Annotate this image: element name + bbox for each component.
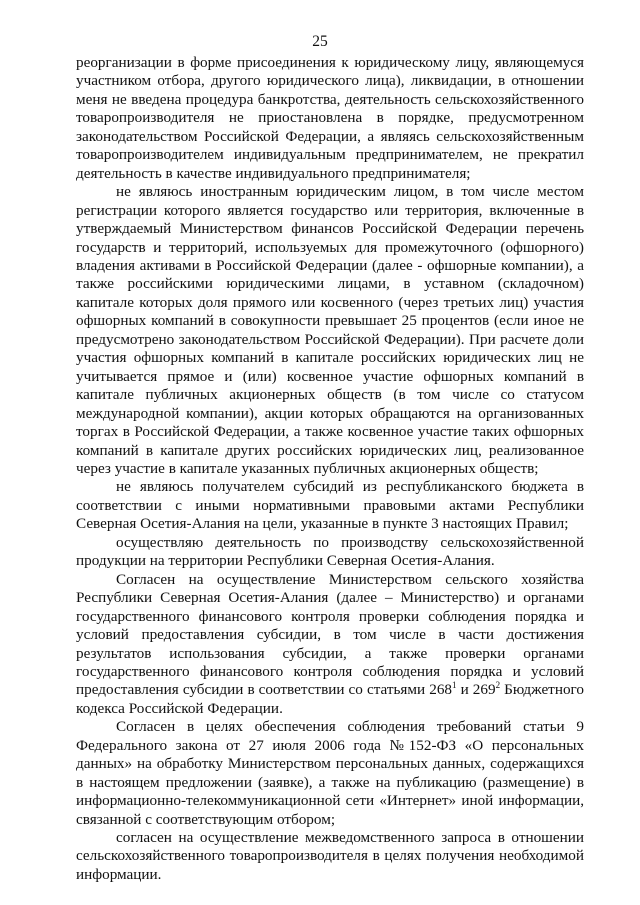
consent-inspection-text-middle: и 269 [456,681,496,699]
paragraph-agricultural-production: осуществляю деятельность по производству сельскохозяйственной продукции на территории Республики Северная Осетия-Алания. [76,533,584,570]
paragraph-consent-inspection [76,571,584,719]
consent-inspection-text-start: Согласен на осуществление Министерством сельского хозяйства Республики Северная Осетия-Алания (далее – Министерство) и органами государственного финансового контроля проверки соблюдения порядка и условий предоставления субсидии, в том числе в части достижения результатов использования субсидии, а также проверки органами государственного финансового контроля соблюдения порядка и условий предоставления субсидии в соответствии со статьями 268 [76,570,584,699]
consent-inspection-text-end: Бюджетного кодекса Российской Федерации. [76,681,584,717]
paragraph-not-subsidy-recipient: не являюсь получателем субсидий из республиканского бюджета в соответствии с иными нормативными правовыми актами Республики Северная Осетия-Алания на цели, указанные в пункте 3 настоящих Правил; [76,478,584,533]
superscript-article-268: 1 [452,680,457,691]
paragraph-not-foreign-entity: не являюсь иностранным юридическим лицом, в том числе местом регистрации которого является государство или территория, включенные в утверждаемый Министерством финансов Российской Федерации перечень государств и территорий, используемых для промежуточного (офшорного) владения активами в Российской Федерации (далее - офшорные компании), а также российскими юридическими лицами, в уставном (складочном) капитале которых доля прямого или косвенного (через третьих лиц) участия офшорных компаний в совокупности превышает 25 процентов (если иное не предусмотрено законодательством Российской Федерации). При расчете доли участия офшорных компаний в капитале российских юридических лиц не учитывается прямое и (или) косвенное участие офшорных компаний в капитале публичных акционерных обществ (в том числе со статусом международной компании), акции которых обращаются на организованных торгах в Российской Федерации, а также косвенное участие таких офшорных компаний в капитале других российских юридических лиц, реализованное через участие в капитале указанных публичных акционерных обществ; [76,183,584,477]
paragraph-consent-personal-data: Согласен в целях обеспечения соблюдения требований статьи 9 Федерального закона от 27 июля 2006 года №152-ФЗ «О персональных данных» на обработку Министерством персональных данных, содержащихся в настоящем предложении (заявке), а также на публикацию (размещение) в информационно-телекоммуникационной сети «Интернет» иной информации, связанной с соответствующим отбором; [76,718,584,828]
paragraph-consent-interagency-request: согласен на осуществление межведомственного запроса в отношении сельскохозяйственного товаропроизводителя в целях получения необходимой информации. [76,829,584,883]
document-body [76,54,584,884]
page-number: 25 [312,33,328,50]
superscript-article-269: 2 [495,680,501,691]
paragraph-reorganization: реорганизации в форме присоединения к юридическому лицу, являющемуся участником отбора, другого юридического лица), ликвидации, в отношении меня не введена процедура банкротства, деятельность сельскохозяйственного товаропроизводителя не приостановлена в порядке, предусмотренном законодательством Российской Федерации, а являясь сельскохозяйственным товаропроизводителем индивидуальным предпринимателем, не прекратил деятельность в качестве индивидуального предпринимателя; [76,54,584,182]
